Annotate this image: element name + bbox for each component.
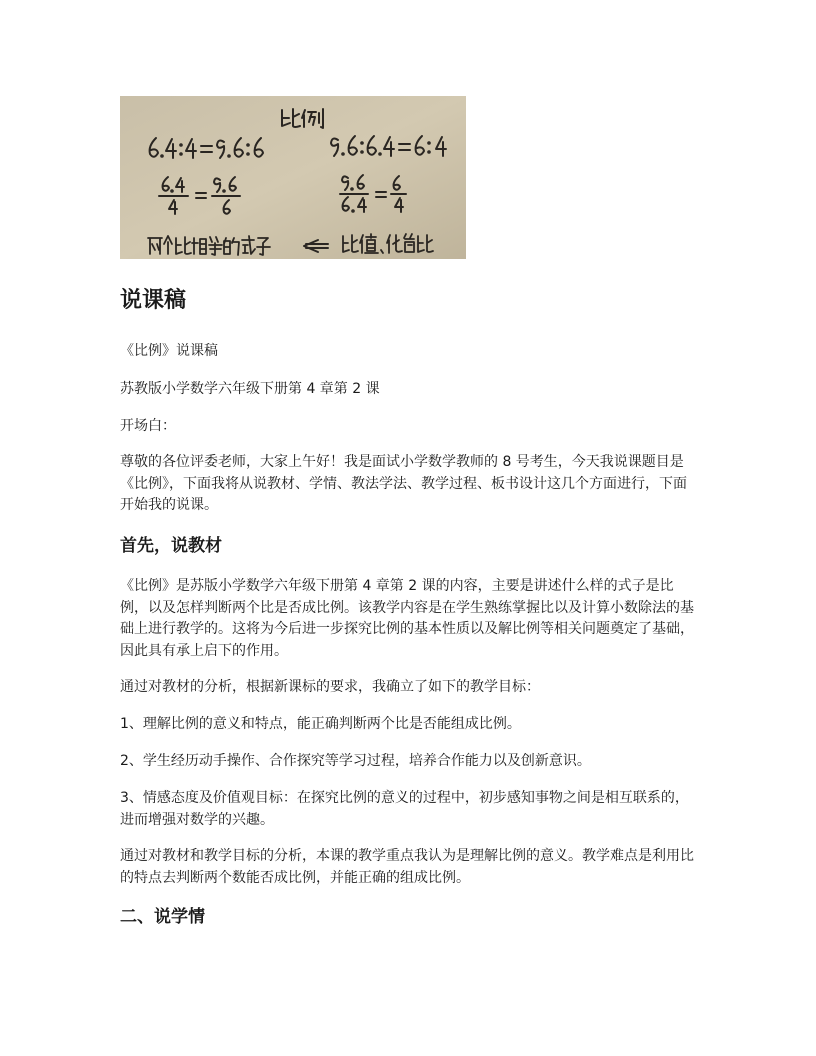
paragraph-doc-title: 《比例》说课稿 <box>120 343 218 359</box>
list-item-goal-1: 1、理解比例的意义和特点，能正确判断两个比是否能组成比例。 <box>120 716 521 732</box>
paragraph-goals-intro: 通过对教材的分析，根据新课标的要求，我确立了如下的教学目标： <box>120 679 540 695</box>
paragraph-opening-speech: 尊敬的各位评委老师，大家上午好！我是面试小学数学教师的 8 号考生，今天我说课题目是《比例》，下面我将从说教材、学情、教法学法、教学过程、板书设计这几个方面进行，下面开始我的说课。 <box>120 454 687 513</box>
list-item-goal-3: 3、情感态度及价值观目标：在探究比例的意义的过程中，初步感知事物之间是相互联系的，进而增强对数学的兴趣。 <box>120 790 689 828</box>
paragraph-textbook-info: 苏教版小学数学六年级下册第 4 章第 2 课 <box>120 381 380 397</box>
paragraph-textbook-analysis: 《比例》是苏版小学数学六年级下册第 4 章第 2 课的内容，主要是讲述什么样的式子是比例，以及怎样判断两个比是否成比例。该教学内容是在学生熟练掌握比以及计算小数除法的基础上进行教学的。这将为今后进一步探究比例的基本性质以及解比例等相关问题奠定了基础，因此具有承上启下的作用。 <box>120 578 694 659</box>
list-item-goal-2: 2、学生经历动手操作、合作探究等学习过程，培养合作能力以及创新意识。 <box>120 753 591 769</box>
whiteboard-photo <box>120 96 466 259</box>
paragraph-opening-label: 开场白： <box>120 418 176 434</box>
paragraph-key-points: 通过对教材和教学目标的分析，本课的教学重点我认为是理解比例的意义。教学难点是利用比的特点去判断两个数能否成比例，并能正确的组成比例。 <box>120 848 694 886</box>
page-title: 说课稿 <box>120 288 187 313</box>
section-heading-students: 二、说学情 <box>120 907 205 927</box>
section-heading-textbook: 首先，说教材 <box>120 536 222 556</box>
